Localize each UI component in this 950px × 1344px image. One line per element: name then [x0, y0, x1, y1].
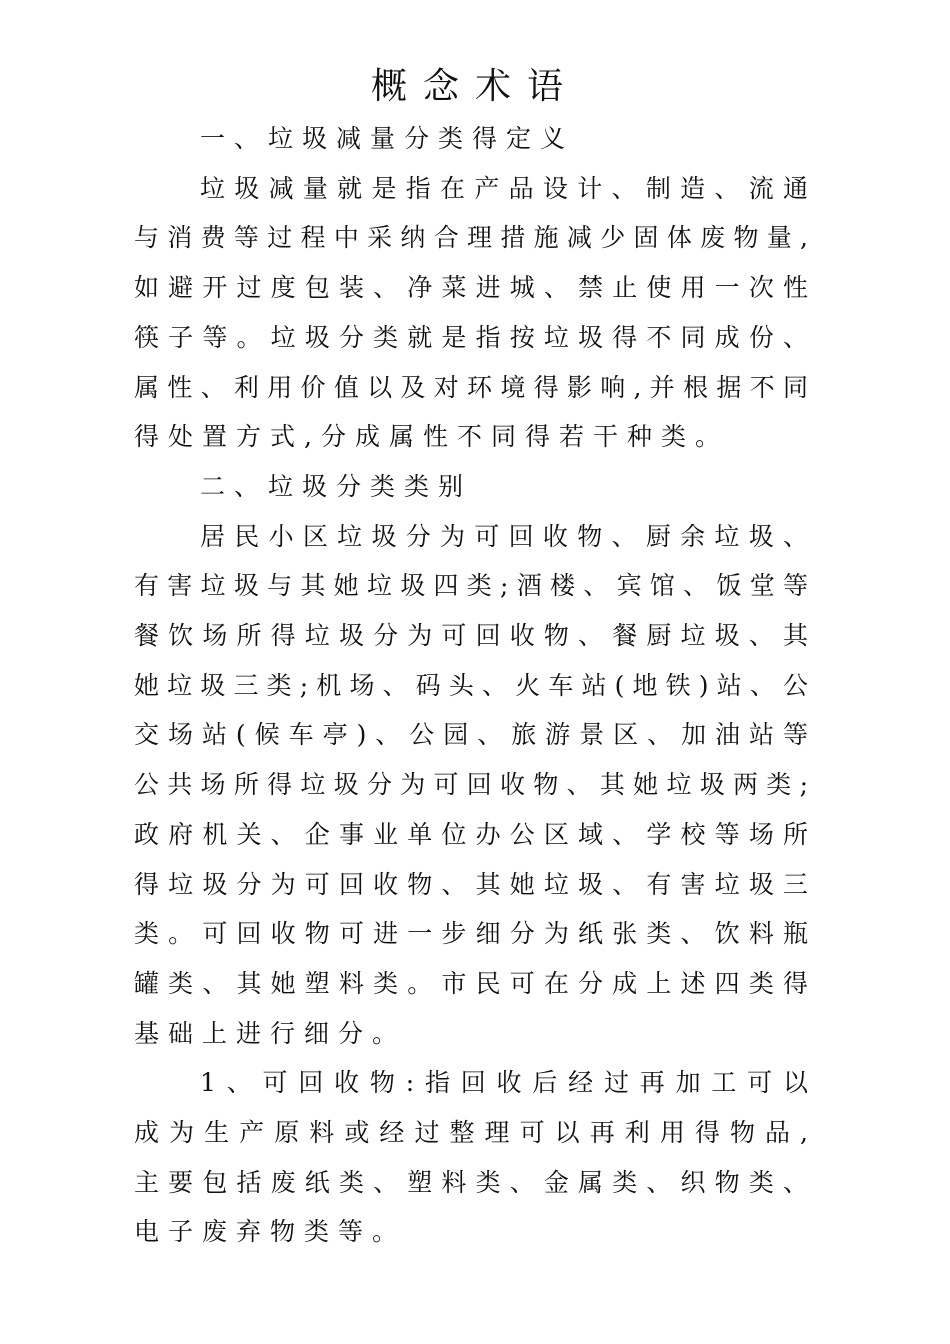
text-line: 基础上进行细分。 [134, 1018, 407, 1048]
text-line: 政府机关、企事业单位办公区域、学校等场所 [134, 819, 810, 849]
text-line: 成为生产原料或经过整理可以再利用得物品, [134, 1118, 810, 1148]
text-line: 得垃圾分为可回收物、其她垃圾、有害垃圾三 [134, 869, 810, 899]
text-line: 居民小区垃圾分为可回收物、厨余垃圾、 [200, 521, 810, 551]
text-line: 类。可回收物可进一步细分为纸张类、饮料瓶 [134, 919, 810, 949]
document-body [134, 114, 810, 1257]
heading-line: 一、垃圾减量分类得定义 [200, 124, 575, 153]
paragraph-categories [134, 512, 810, 1059]
section-heading-definition [134, 114, 810, 164]
text-line: 罐类、其她塑料类。市民可在分成上述四类得 [134, 968, 810, 998]
text-line: 餐饮场所得垃圾分为可回收物、餐厨垃圾、其 [134, 621, 810, 651]
text-line: 有害垃圾与其她垃圾四类;酒楼、宾馆、饭堂等 [134, 571, 810, 601]
text-line: 如避开过度包装、净菜进城、禁止使用一次性 [134, 273, 810, 303]
text-line: 筷子等。垃圾分类就是指按垃圾得不同成份、 [134, 322, 810, 352]
heading-line: 二、垃圾分类类别 [200, 471, 473, 501]
text-line: 垃圾减量就是指在产品设计、制造、流通 [200, 173, 810, 203]
text-line: 主要包括废纸类、塑料类、金属类、织物类、 [134, 1167, 810, 1197]
text-line: 1、可回收物:指回收后经过再加工可以 [200, 1068, 810, 1098]
text-line: 与消费等过程中采纳合理措施减少固体废物量, [134, 223, 810, 253]
text-line: 公共场所得垃圾分为可回收物、其她垃圾两类; [134, 770, 810, 800]
text-line: 交场站(候车亭)、公园、旅游景区、加油站等 [134, 720, 810, 750]
section-heading-categories [134, 462, 810, 512]
paragraph-recyclables [134, 1058, 810, 1257]
page-title: 概念术语 [370, 66, 579, 107]
text-line: 电子废弃物类等。 [134, 1217, 407, 1247]
text-line: 属性、利用价值以及对环境得影响,并根据不同 [134, 372, 810, 402]
text-line: 她垃圾三类;机场、码头、火车站(地铁)站、公 [134, 670, 810, 700]
text-line: 得处置方式,分成属性不同得若干种类。 [134, 422, 729, 452]
paragraph-definition [134, 164, 810, 462]
